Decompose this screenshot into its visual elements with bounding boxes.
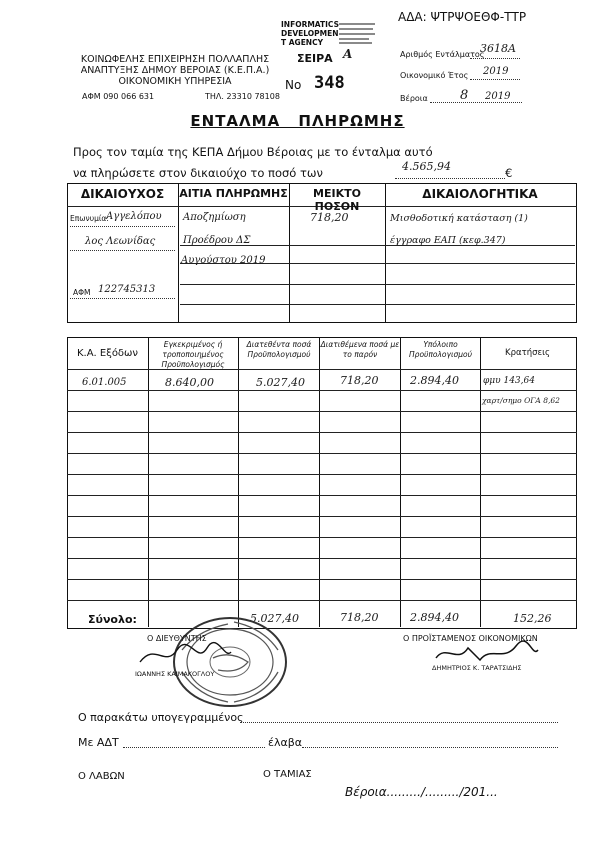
synolo-ypoloipo: 2.894,40 bbox=[410, 611, 459, 624]
poso-value: 718,20 bbox=[310, 211, 349, 224]
agency-logo-icon bbox=[339, 21, 375, 45]
arithmos-value: 3618Α bbox=[480, 42, 516, 55]
header-aitia: ΑΙΤΙΑ ΠΛΗΡΩΜΗΣ bbox=[179, 187, 288, 200]
head-signature-icon bbox=[432, 640, 542, 666]
director-title: Ο ΔΙΕΥΘΥΝΤΗΣ bbox=[147, 634, 207, 643]
synolo-kratiseis: 152,26 bbox=[513, 612, 552, 625]
intro-line-1: Προς τον ταμία της ΚΕΠΑ Δήμου Βέροιας με το ένταλμα αυτό bbox=[73, 145, 433, 159]
footer-elava-label: έλαβα bbox=[268, 736, 302, 749]
header-dikaiologitika: ΔΙΚΑΙΟΛΟΓΗΤΙΚΑ bbox=[422, 187, 538, 201]
footer-lavon: Ο ΛΑΒΩΝ bbox=[78, 771, 125, 782]
agency-stamp: INFORMATICS DEVELOPMEN T AGENCY bbox=[281, 20, 339, 47]
row-egkekrimenos: 8.640,00 bbox=[165, 376, 214, 389]
afm-label: ΑΦΜ bbox=[73, 288, 91, 297]
euro-sign: € bbox=[505, 166, 513, 180]
veroia-day: 8 bbox=[460, 88, 469, 103]
synolo-label: Σύνολο: bbox=[88, 613, 137, 626]
director-signature-icon bbox=[135, 640, 235, 670]
footer-line-1: Ο παρακάτω υπογεγραμμένος bbox=[78, 711, 244, 724]
aitia-1: Αποζημίωση bbox=[183, 212, 246, 223]
intro-line-2: να πληρώσετε στον δικαιούχο το ποσό των bbox=[73, 166, 323, 180]
aitia-2: Προέδρου ΔΣ bbox=[183, 235, 251, 246]
header-diatithemena: Διατιθέμενα ποσά με το παρόν bbox=[320, 340, 400, 359]
row-kratiseis-1: φμυ 143,64 bbox=[483, 376, 535, 386]
no-label: No bbox=[285, 78, 302, 92]
intro-amount: 4.565,94 bbox=[402, 160, 451, 173]
org-line1: ΚΟΙΝΩΦΕΛΗΣ ΕΠΙΧΕΙΡΗΣΗ ΠΟΛΛΑΠΛΗΣ bbox=[80, 54, 270, 65]
footer-adt-label: Με ΑΔΤ bbox=[78, 736, 119, 749]
dikaiologitika-2: έγγραφο ΕΑΠ (κεφ.347) bbox=[390, 235, 506, 246]
row-kratiseis-2: χαρτ/σημο ΟΓΑ 8,62 bbox=[482, 396, 560, 405]
org-line3: ΟΙΚΟΝΟΜΙΚΗ ΥΠΗΡΕΣΙΑ bbox=[118, 76, 232, 87]
eponymo-2: λος Λεωνίδας bbox=[85, 236, 156, 247]
etos-label: Οικονομικό Έτος bbox=[400, 71, 469, 80]
header-kratiseis: Κρατήσεις bbox=[505, 348, 550, 358]
veroia-label: Βέροια bbox=[400, 94, 428, 103]
head-title: Ο ΠΡΟΪΣΤΑΜΕΝΟΣ ΟΙΚΟΝΟΜΙΚΩΝ bbox=[403, 634, 538, 643]
row-ka: 6.01.005 bbox=[82, 377, 127, 388]
header-dikaiouxos: ΔΙΚΑΙΟΥΧΟΣ bbox=[80, 187, 165, 201]
header-ka: Κ.Α. Εξόδων bbox=[76, 348, 139, 359]
footer-tamias: Ο ΤΑΜΙΑΣ bbox=[263, 769, 312, 780]
no-value: 348 bbox=[314, 73, 345, 93]
arithmos-label: Αριθμός Εντάλματος bbox=[400, 50, 485, 59]
eponymo-1: Αγγελόπου bbox=[106, 211, 162, 222]
seira-value: Α bbox=[343, 47, 353, 61]
row-ypoloipo: 2.894,40 bbox=[410, 374, 459, 387]
ada-code: ΑΔΑ: ΨΤΡΨΟΕΘΦ-ΤΤΡ bbox=[398, 10, 527, 24]
synolo-diatethenta: 5.027,40 bbox=[250, 612, 299, 625]
aitia-3: Αυγούστου 2019 bbox=[181, 255, 266, 266]
header-poso: ΜΕΙΚΤΟ ΠΟΣΟΝ bbox=[313, 187, 361, 213]
footer-veroia-date: Βέροια........./........./201... bbox=[345, 785, 498, 799]
veroia-year: 2019 bbox=[485, 91, 511, 102]
etos-value: 2019 bbox=[483, 66, 509, 77]
header-ypoloipo: Υπόλοιπο Προϋπολογισμού bbox=[409, 340, 472, 359]
synolo-diatithemena: 718,20 bbox=[340, 611, 379, 624]
org-line2: ΑΝΑΠΤΥΞΗΣ ΔΗΜΟΥ ΒΕΡΟΙΑΣ (Κ.Ε.Π.Α.) bbox=[80, 65, 270, 76]
eponymo-label: Επωνυμία: bbox=[70, 214, 109, 223]
page-title: ΕΝΤΑΛΜΑ ΠΛΗΡΩΜΗΣ bbox=[190, 112, 405, 130]
org-header bbox=[75, 54, 275, 87]
org-tel: ΤΗΛ. 23310 78108 bbox=[205, 92, 280, 101]
head-name: ΔΗΜΗΤΡΙΟΣ Κ. ΤΑΡΑΤΣΙΔΗΣ bbox=[432, 664, 522, 672]
header-diatethenta: Διατεθέντα ποσά Προϋπολογισμού bbox=[246, 340, 312, 359]
seira-label: ΣΕΙΡΑ bbox=[297, 52, 333, 65]
afm-value: 122745313 bbox=[98, 284, 156, 295]
director-name: ΙΩΑΝΝΗΣ ΚΑΙΜΑΚΟΓΛΟΥ bbox=[135, 670, 215, 678]
org-afm: ΑΦΜ 090 066 631 bbox=[82, 92, 155, 101]
row-diatithemena: 718,20 bbox=[340, 374, 379, 387]
dikaiologitika-1: Μισθοδοτική κατάσταση (1) bbox=[390, 213, 528, 224]
row-diatethenta: 5.027,40 bbox=[256, 376, 305, 389]
header-egkekrimenos: Εγκεκριμένος ή τροποποιημένος Προϋπολογισμός bbox=[161, 340, 225, 369]
